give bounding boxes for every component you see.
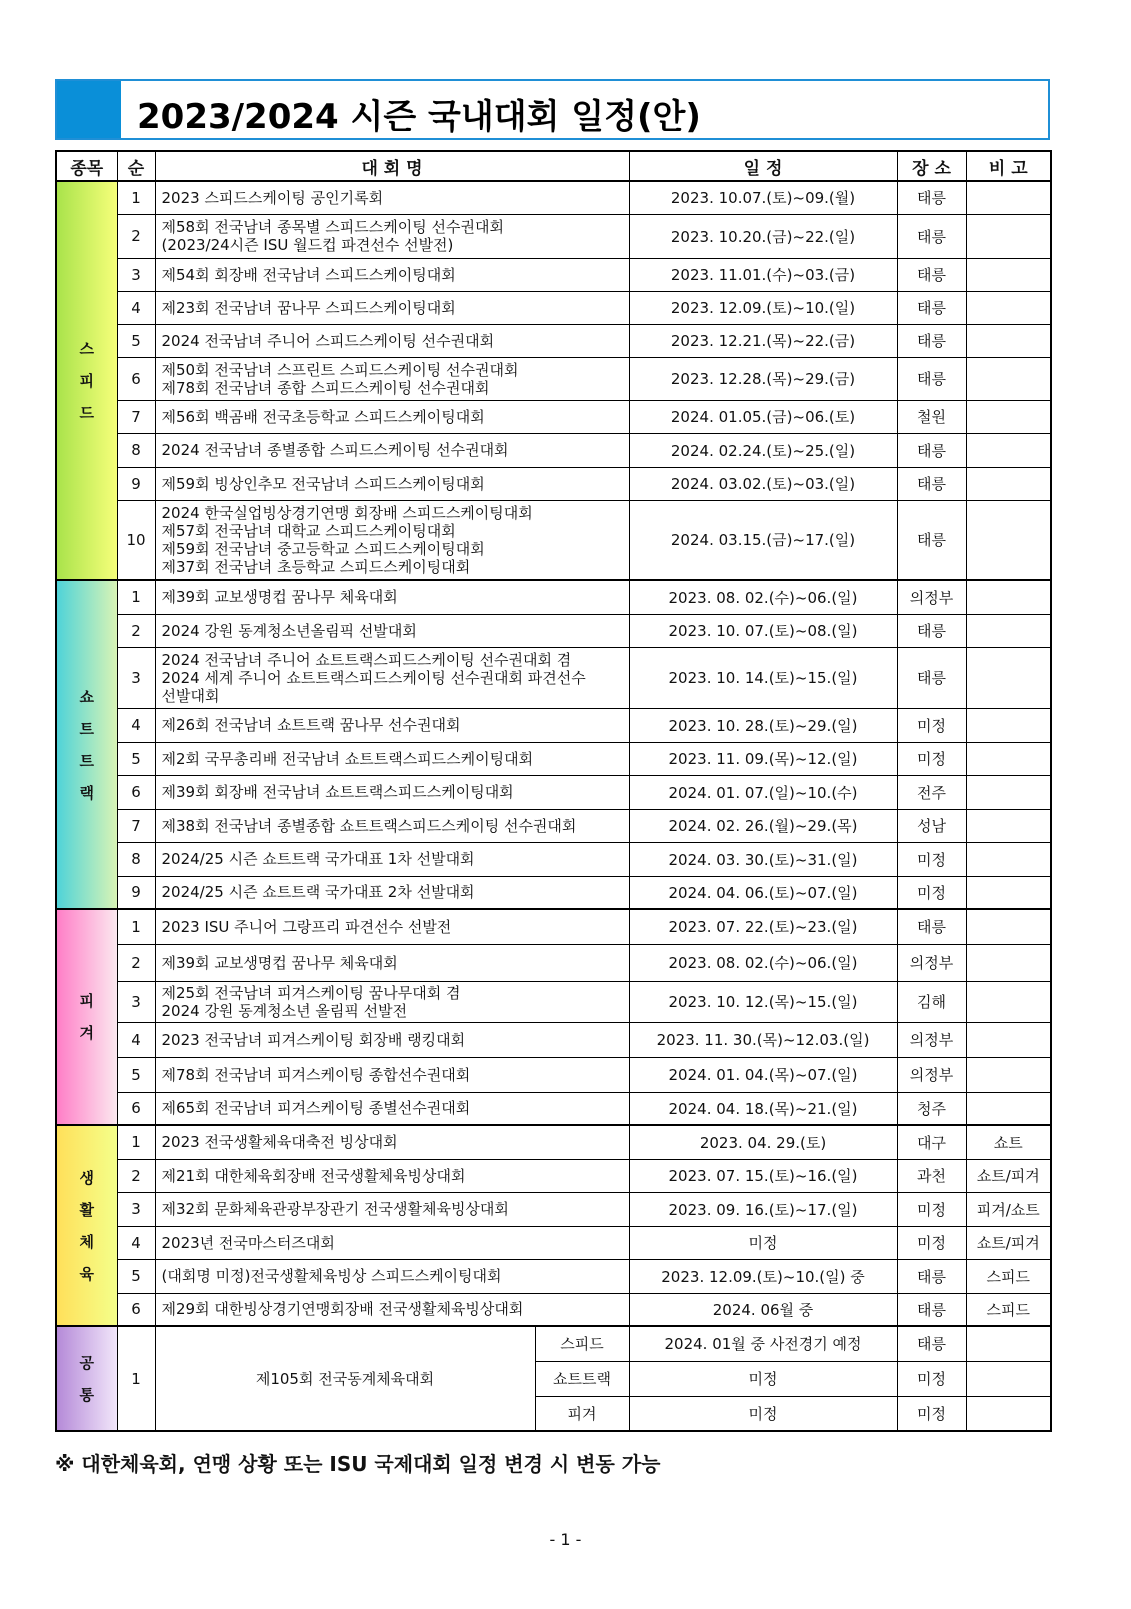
remark-cell (966, 580, 1051, 614)
order-cell: 8 (117, 842, 155, 876)
venue-cell: 태릉 (897, 500, 966, 580)
venue-cell: 태릉 (897, 357, 966, 400)
remark-cell (966, 1396, 1051, 1431)
table-row (56, 614, 1051, 647)
date-cell: 2023. 11.01.(수)~03.(금) (629, 258, 897, 291)
remark-cell: 스피드 (966, 1293, 1051, 1326)
venue-cell: 미정 (897, 1226, 966, 1259)
remark-cell: 쇼트/피겨 (966, 1159, 1051, 1192)
remark-cell (966, 357, 1051, 400)
date-cell: 2023. 09. 16.(토)~17.(일) (629, 1192, 897, 1226)
order-cell: 2 (117, 1159, 155, 1192)
remark-cell (966, 258, 1051, 291)
order-cell: 5 (117, 324, 155, 357)
date-cell: 미정 (629, 1396, 897, 1431)
table-row (56, 357, 1051, 400)
footnote: ※ 대한체육회, 연맹 상황 또는 ISU 국제대회 일정 변경 시 변동 가능 (55, 1452, 661, 1476)
date-cell: 2023. 08. 02.(수)~06.(일) (629, 580, 897, 614)
venue-cell: 미정 (897, 1361, 966, 1396)
venue-cell: 태릉 (897, 258, 966, 291)
date-cell: 2023. 07. 15.(토)~16.(일) (629, 1159, 897, 1192)
table-row (56, 258, 1051, 291)
table-row (56, 181, 1051, 214)
order-cell: 5 (117, 742, 155, 775)
event-name-cell: 제39회 교보생명컵 꿈나무 체육대회 (155, 944, 629, 981)
remark-cell (966, 291, 1051, 324)
venue-cell: 의정부 (897, 944, 966, 981)
category-cell-common (56, 1326, 117, 1431)
venue-cell: 태릉 (897, 647, 966, 708)
event-name-cell: 제59회 빙상인추모 전국남녀 스피드스케이팅대회 (155, 467, 629, 500)
table-header-row (56, 151, 1051, 181)
venue-cell: 미정 (897, 708, 966, 742)
table-row (56, 214, 1051, 258)
remark-cell (966, 1022, 1051, 1057)
category-cell-short (56, 580, 117, 909)
header-remark: 비 고 (966, 151, 1051, 181)
category-label: 쇼트트랙 (79, 687, 94, 802)
venue-cell: 태릉 (897, 467, 966, 500)
table-row (56, 842, 1051, 876)
date-cell: 2024. 06월 중 (629, 1293, 897, 1326)
event-name-cell: 2024/25 시즌 쇼트트랙 국가대표 2차 선발대회 (155, 876, 629, 909)
order-cell: 4 (117, 291, 155, 324)
table-row (56, 909, 1051, 944)
venue-cell: 미정 (897, 842, 966, 876)
event-name-cell: (대회명 미정)전국생활체육빙상 스피드스케이팅대회 (155, 1259, 629, 1293)
date-cell: 2023. 12.21.(목)~22.(금) (629, 324, 897, 357)
date-cell: 2024. 02. 26.(월)~29.(목) (629, 809, 897, 842)
venue-cell: 대구 (897, 1125, 966, 1159)
date-cell: 2023. 08. 02.(수)~06.(일) (629, 944, 897, 981)
sub-event-cell: 쇼트트랙 (535, 1361, 629, 1396)
remark-cell (966, 742, 1051, 775)
table-row (56, 467, 1051, 500)
date-cell: 2024. 02.24.(토)~25.(일) (629, 433, 897, 467)
table-row (56, 400, 1051, 433)
event-name-cell: 2023년 전국마스터즈대회 (155, 1226, 629, 1259)
date-cell: 2023. 10. 12.(목)~15.(일) (629, 981, 897, 1022)
date-cell: 2023. 11. 09.(목)~12.(일) (629, 742, 897, 775)
event-name-cell: 제2회 국무총리배 전국남녀 쇼트트랙스피드스케이팅대회 (155, 742, 629, 775)
category-label: 공통 (79, 1353, 94, 1404)
order-cell: 1 (117, 580, 155, 614)
order-cell: 10 (117, 500, 155, 580)
event-name-cell: 제65회 전국남녀 피겨스케이팅 종별선수권대회 (155, 1092, 629, 1125)
order-cell: 6 (117, 775, 155, 809)
table-row (56, 1159, 1051, 1192)
date-cell: 2023. 12.09.(토)~10.(일) (629, 291, 897, 324)
table-row (56, 433, 1051, 467)
schedule-table (55, 150, 1052, 1432)
event-name-cell: 2024/25 시즌 쇼트트랙 국가대표 1차 선발대회 (155, 842, 629, 876)
remark-cell: 쇼트/피겨 (966, 1226, 1051, 1259)
venue-cell: 태릉 (897, 433, 966, 467)
page-title: 2023/2024 시즌 국내대회 일정(안) (137, 97, 701, 137)
table-row (56, 742, 1051, 775)
remark-cell (966, 467, 1051, 500)
remark-cell (966, 1092, 1051, 1125)
table-row (56, 876, 1051, 909)
table-row (56, 981, 1051, 1022)
event-name-cell: 제25회 전국남녀 피겨스케이팅 꿈나무대회 겸 2024 강원 동계청소년 올림픽 선발전 (155, 981, 629, 1022)
event-name-cell: 2023 스피드스케이팅 공인기록회 (155, 181, 629, 214)
event-name-cell: 제58회 전국남녀 종목별 스피드스케이팅 선수권대회 (2023/24시즌 ISU 월드컵 파견선수 선발전) (155, 214, 629, 258)
order-cell: 2 (117, 614, 155, 647)
event-name-cell: 제39회 회장배 전국남녀 쇼트트랙스피드스케이팅대회 (155, 775, 629, 809)
date-cell: 2024. 01. 04.(목)~07.(일) (629, 1057, 897, 1092)
remark-cell (966, 1326, 1051, 1361)
event-name-cell: 2024 강원 동계청소년올림픽 선발대회 (155, 614, 629, 647)
date-cell: 2023. 11. 30.(목)~12.03.(일) (629, 1022, 897, 1057)
order-cell: 3 (117, 981, 155, 1022)
table-row (56, 1057, 1051, 1092)
order-cell: 9 (117, 876, 155, 909)
table-row (56, 1022, 1051, 1057)
table-row (56, 1125, 1051, 1159)
table-row (56, 324, 1051, 357)
remark-cell: 피겨/쇼트 (966, 1192, 1051, 1226)
order-cell: 2 (117, 944, 155, 981)
event-name-cell: 2024 전국남녀 종별종합 스피드스케이팅 선수권대회 (155, 433, 629, 467)
date-cell: 2024. 03.15.(금)~17.(일) (629, 500, 897, 580)
date-cell: 2023. 04. 29.(토) (629, 1125, 897, 1159)
order-cell: 3 (117, 647, 155, 708)
category-cell-speed (56, 181, 117, 580)
header-date: 일 정 (629, 151, 897, 181)
date-cell: 2023. 12.09.(토)~10.(일) 중 (629, 1259, 897, 1293)
header-order: 순 (117, 151, 155, 181)
order-cell: 5 (117, 1259, 155, 1293)
table-row (56, 1226, 1051, 1259)
date-cell: 2023. 10. 28.(토)~29.(일) (629, 708, 897, 742)
remark-cell (966, 708, 1051, 742)
order-cell: 7 (117, 400, 155, 433)
venue-cell: 전주 (897, 775, 966, 809)
venue-cell: 태릉 (897, 614, 966, 647)
table-row (56, 708, 1051, 742)
remark-cell (966, 647, 1051, 708)
remark-cell (966, 775, 1051, 809)
date-cell: 2024. 03. 30.(토)~31.(일) (629, 842, 897, 876)
order-cell: 1 (117, 1326, 155, 1431)
event-name-cell: 2023 전국남녀 피겨스케이팅 회장배 랭킹대회 (155, 1022, 629, 1057)
event-name-cell: 제56회 백곰배 전국초등학교 스피드스케이팅대회 (155, 400, 629, 433)
venue-cell: 철원 (897, 400, 966, 433)
order-cell: 4 (117, 1022, 155, 1057)
date-cell: 2024. 04. 18.(목)~21.(일) (629, 1092, 897, 1125)
event-name-cell: 제21회 대한체육회장배 전국생활체육빙상대회 (155, 1159, 629, 1192)
table-row (56, 647, 1051, 708)
order-cell: 2 (117, 214, 155, 258)
table-row (56, 291, 1051, 324)
date-cell: 2023. 10. 07.(토)~08.(일) (629, 614, 897, 647)
remark-cell (966, 981, 1051, 1022)
header-name: 대 회 명 (155, 151, 629, 181)
remark-cell (966, 876, 1051, 909)
event-name-cell: 제38회 전국남녀 종별종합 쇼트트랙스피드스케이팅 선수권대회 (155, 809, 629, 842)
date-cell: 2024. 01.05.(금)~06.(토) (629, 400, 897, 433)
venue-cell: 미정 (897, 1396, 966, 1431)
remark-cell (966, 400, 1051, 433)
order-cell: 1 (117, 1125, 155, 1159)
remark-cell (966, 944, 1051, 981)
venue-cell: 태릉 (897, 1326, 966, 1361)
category-cell-figure (56, 909, 117, 1125)
order-cell: 5 (117, 1057, 155, 1092)
venue-cell: 태릉 (897, 1293, 966, 1326)
venue-cell: 의정부 (897, 1057, 966, 1092)
date-cell: 2024. 01월 중 사전경기 예정 (629, 1326, 897, 1361)
order-cell: 4 (117, 708, 155, 742)
category-label: 피겨 (79, 992, 94, 1042)
event-name-cell: 2023 전국생활체육대축전 빙상대회 (155, 1125, 629, 1159)
venue-cell: 태릉 (897, 291, 966, 324)
remark-cell (966, 842, 1051, 876)
venue-cell: 청주 (897, 1092, 966, 1125)
table-row (56, 775, 1051, 809)
venue-cell: 의정부 (897, 1022, 966, 1057)
event-name-cell: 제29회 대한빙상경기연맹회장배 전국생활체육빙상대회 (155, 1293, 629, 1326)
event-name-cell: 제32회 문화체육관광부장관기 전국생활체육빙상대회 (155, 1192, 629, 1226)
order-cell: 6 (117, 1092, 155, 1125)
order-cell: 4 (117, 1226, 155, 1259)
event-name-cell: 제54회 회장배 전국남녀 스피드스케이팅대회 (155, 258, 629, 291)
event-name-cell: 제50회 전국남녀 스프린트 스피드스케이팅 선수권대회 제78회 전국남녀 종합 스피드스케이팅 선수권대회 (155, 357, 629, 400)
event-name-cell: 제78회 전국남녀 피겨스케이팅 종합선수권대회 (155, 1057, 629, 1092)
order-cell: 7 (117, 809, 155, 842)
remark-cell (966, 1361, 1051, 1396)
date-cell: 2024. 01. 07.(일)~10.(수) (629, 775, 897, 809)
order-cell: 6 (117, 357, 155, 400)
order-cell: 3 (117, 1192, 155, 1226)
header-venue: 장 소 (897, 151, 966, 181)
venue-cell: 태릉 (897, 181, 966, 214)
venue-cell: 태릉 (897, 214, 966, 258)
event-name-cell: 2024 전국남녀 주니어 스피드스케이팅 선수권대회 (155, 324, 629, 357)
remark-cell (966, 809, 1051, 842)
event-name-cell: 2024 전국남녀 주니어 쇼트트랙스피드스케이팅 선수권대회 겸 2024 세계 주니어 쇼트트랙스피드스케이팅 선수권대회 파견선수 선발대회 (155, 647, 629, 708)
table-row (56, 1293, 1051, 1326)
remark-cell (966, 324, 1051, 357)
venue-cell: 의정부 (897, 580, 966, 614)
category-label: 스피드 (79, 339, 94, 422)
remark-cell: 쇼트 (966, 1125, 1051, 1159)
date-cell: 2023. 07. 22.(토)~23.(일) (629, 909, 897, 944)
venue-cell: 김해 (897, 981, 966, 1022)
date-cell: 2023. 10.20.(금)~22.(일) (629, 214, 897, 258)
order-cell: 8 (117, 433, 155, 467)
header-category: 종목 (56, 151, 117, 181)
table-row (56, 809, 1051, 842)
date-cell: 미정 (629, 1226, 897, 1259)
remark-cell (966, 614, 1051, 647)
date-cell: 2023. 10. 14.(토)~15.(일) (629, 647, 897, 708)
event-name-cell: 2024 한국실업빙상경기연맹 회장배 스피드스케이팅대회 제57회 전국남녀 대학교 스피드스케이팅대회 제59회 전국남녀 중고등학교 스피드스케이팅대회 제37회 전국남녀 초등학교 스피드스케이팅대회 (155, 500, 629, 580)
table-row (56, 1259, 1051, 1293)
event-name-cell: 제105회 전국동계체육대회 (155, 1326, 535, 1431)
table-row (56, 1092, 1051, 1125)
date-cell: 2023. 12.28.(목)~29.(금) (629, 357, 897, 400)
page-number: - 1 - (549, 1530, 582, 1549)
remark-cell: 스피드 (966, 1259, 1051, 1293)
event-name-cell: 제39회 교보생명컵 꿈나무 체육대회 (155, 580, 629, 614)
venue-cell: 미정 (897, 742, 966, 775)
order-cell: 3 (117, 258, 155, 291)
venue-cell: 과천 (897, 1159, 966, 1192)
title-accent-bar (57, 81, 121, 138)
category-cell-life (56, 1125, 117, 1326)
date-cell: 2023. 10.07.(토)~09.(월) (629, 181, 897, 214)
date-cell: 2024. 03.02.(토)~03.(일) (629, 467, 897, 500)
category-label: 생활체육 (79, 1168, 94, 1283)
remark-cell (966, 1057, 1051, 1092)
table-row (56, 1192, 1051, 1226)
sub-event-cell: 스피드 (535, 1326, 629, 1361)
venue-cell: 태릉 (897, 324, 966, 357)
title-banner (55, 79, 1050, 140)
event-name-cell: 제23회 전국남녀 꿈나무 스피드스케이팅대회 (155, 291, 629, 324)
order-cell: 9 (117, 467, 155, 500)
table-row (56, 944, 1051, 981)
order-cell: 1 (117, 181, 155, 214)
date-cell: 2024. 04. 06.(토)~07.(일) (629, 876, 897, 909)
table-row (56, 500, 1051, 580)
sub-event-cell: 피겨 (535, 1396, 629, 1431)
event-name-cell: 2023 ISU 주니어 그랑프리 파견선수 선발전 (155, 909, 629, 944)
order-cell: 1 (117, 909, 155, 944)
venue-cell: 태릉 (897, 909, 966, 944)
order-cell: 6 (117, 1293, 155, 1326)
remark-cell (966, 214, 1051, 258)
table-row (56, 1326, 1051, 1361)
remark-cell (966, 909, 1051, 944)
remark-cell (966, 181, 1051, 214)
remark-cell (966, 433, 1051, 467)
venue-cell: 미정 (897, 876, 966, 909)
venue-cell: 미정 (897, 1192, 966, 1226)
table-row (56, 580, 1051, 614)
remark-cell (966, 500, 1051, 580)
date-cell: 미정 (629, 1361, 897, 1396)
venue-cell: 성남 (897, 809, 966, 842)
venue-cell: 태릉 (897, 1259, 966, 1293)
event-name-cell: 제26회 전국남녀 쇼트트랙 꿈나무 선수권대회 (155, 708, 629, 742)
